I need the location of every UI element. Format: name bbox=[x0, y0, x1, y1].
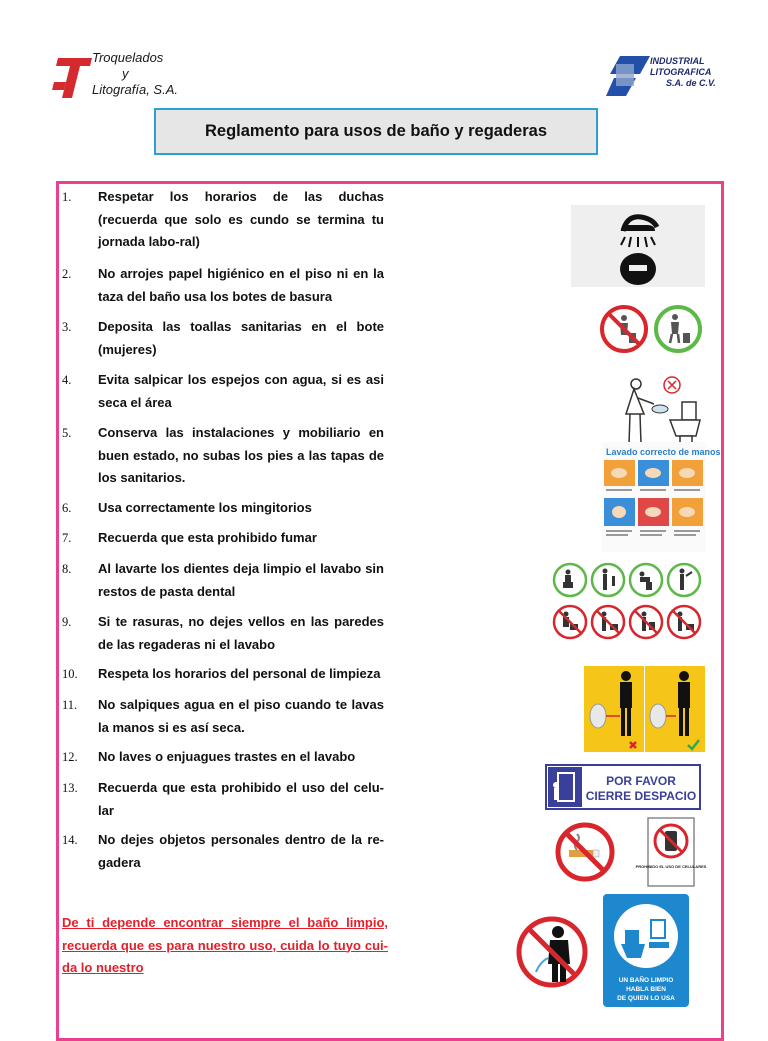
urinal-distance-icon bbox=[584, 666, 705, 752]
rule-number: 12. bbox=[62, 750, 78, 764]
rule-number: 3. bbox=[62, 320, 72, 334]
rule-number: 4. bbox=[62, 373, 72, 387]
troquelados-logo bbox=[52, 50, 192, 110]
page-title: Reglamento para usos de baño y regaderas bbox=[204, 122, 548, 140]
clean-bath-line1: UN BAÑO LIMPIO bbox=[618, 977, 674, 984]
door-sign-line2: CIERRE DESPACIO bbox=[585, 789, 697, 803]
rule-text: Al lavarte los dientes deja limpio el lavabo sin restos de pasta dental bbox=[98, 561, 384, 599]
rule-number: 8. bbox=[62, 562, 72, 576]
use-trash-bin-icon bbox=[653, 303, 703, 355]
rule-text: Evita salpicar los espejos con agua, si es asi seca el área bbox=[98, 372, 384, 410]
clean-bathroom-sign bbox=[603, 894, 689, 1007]
no-smoking-icon bbox=[553, 820, 617, 884]
rule-text: Respeta los horarios del personal de limpieza bbox=[98, 666, 381, 681]
left-logo-line1: Troquelados bbox=[92, 50, 164, 65]
rule-text: No arrojes papel higiénico en el piso ni en la taza del baño usa los botes de basura bbox=[98, 266, 384, 304]
clean-bath-line3: DE QUIEN LO USA bbox=[617, 995, 675, 1002]
rule-number: 2. bbox=[62, 267, 72, 281]
shower-icon bbox=[571, 205, 705, 287]
phone-sign-text: PROHIBIDO EL USO DE CELULARES bbox=[635, 864, 707, 869]
close-door-slowly-sign bbox=[546, 765, 700, 809]
rule-number: 5. bbox=[62, 426, 72, 440]
left-logo-line2: y bbox=[122, 66, 129, 81]
rule-number: 10. bbox=[62, 667, 78, 681]
door-sign-line1: POR FAVOR bbox=[606, 774, 676, 788]
rule-number: 11. bbox=[62, 698, 78, 712]
rule-text: No laves o enjuagues trastes en el lavabo bbox=[98, 749, 356, 764]
rule-number: 13. bbox=[62, 781, 78, 795]
rule-number: 6. bbox=[62, 501, 72, 515]
industrial-litografica-logo bbox=[606, 52, 736, 102]
rule-text: Recuerda que esta prohibido el uso del celu-lar bbox=[98, 780, 384, 818]
rule-text: Deposita las toallas sanitarias en el bote (mujeres) bbox=[98, 319, 384, 357]
no-littering-icon bbox=[598, 303, 650, 355]
sanitary-disposal-icon bbox=[620, 374, 706, 448]
clean-bath-line2: HABLA BIEN bbox=[626, 986, 666, 993]
no-urinating-floor-icon bbox=[514, 914, 590, 994]
rule-text: Recuerda que esta prohibido fumar bbox=[98, 530, 317, 545]
right-logo-line3: S.A. de C.V. bbox=[666, 78, 716, 88]
rule-number: 1. bbox=[62, 190, 72, 204]
handwash-chart-title: Lavado correcto de manos bbox=[606, 447, 721, 457]
right-logo-line2: LITOGRAFICA bbox=[650, 67, 712, 77]
rule-text: No salpiques agua en el piso cuando te lavas la manos si es así seca. bbox=[98, 697, 384, 735]
rule-text: No dejes objetos personales dentro de la re-gadera bbox=[98, 832, 384, 870]
footer-note: De ti depende encontrar siempre el baño limpio, recuerda que es para nuestro uso, cuida lo tuyo cui-da lo nuestro bbox=[62, 915, 388, 975]
no-cellphone-sign bbox=[635, 817, 707, 887]
rule-number: 14. bbox=[62, 833, 78, 847]
restroom-behavior-icons bbox=[550, 562, 708, 642]
right-logo-line1: INDUSTRIAL bbox=[650, 56, 705, 66]
rule-text: Si te rasuras, no dejes vellos en las paredes de las regaderas ni el lavabo bbox=[98, 614, 384, 652]
rule-number: 9. bbox=[62, 615, 72, 629]
handwashing-chart-icon bbox=[602, 442, 721, 552]
rule-number: 7. bbox=[62, 531, 72, 545]
rule-text: Usa correctamente los mingitorios bbox=[98, 500, 312, 515]
left-logo-line3: Litografía, S.A. bbox=[92, 82, 178, 97]
title-box bbox=[154, 108, 598, 155]
rule-text: Conserva las instalaciones y mobiliario en buen estado, no subas los pies a las tapas de los sanitarios. bbox=[98, 425, 384, 485]
troquelados-logo-icon bbox=[52, 52, 96, 102]
industrial-litografica-logo-icon bbox=[606, 52, 654, 98]
rule-text: Respetar los horarios de las duchas (recuerda que solo es cundo se termina tu jornada labo-ral) bbox=[98, 189, 384, 249]
